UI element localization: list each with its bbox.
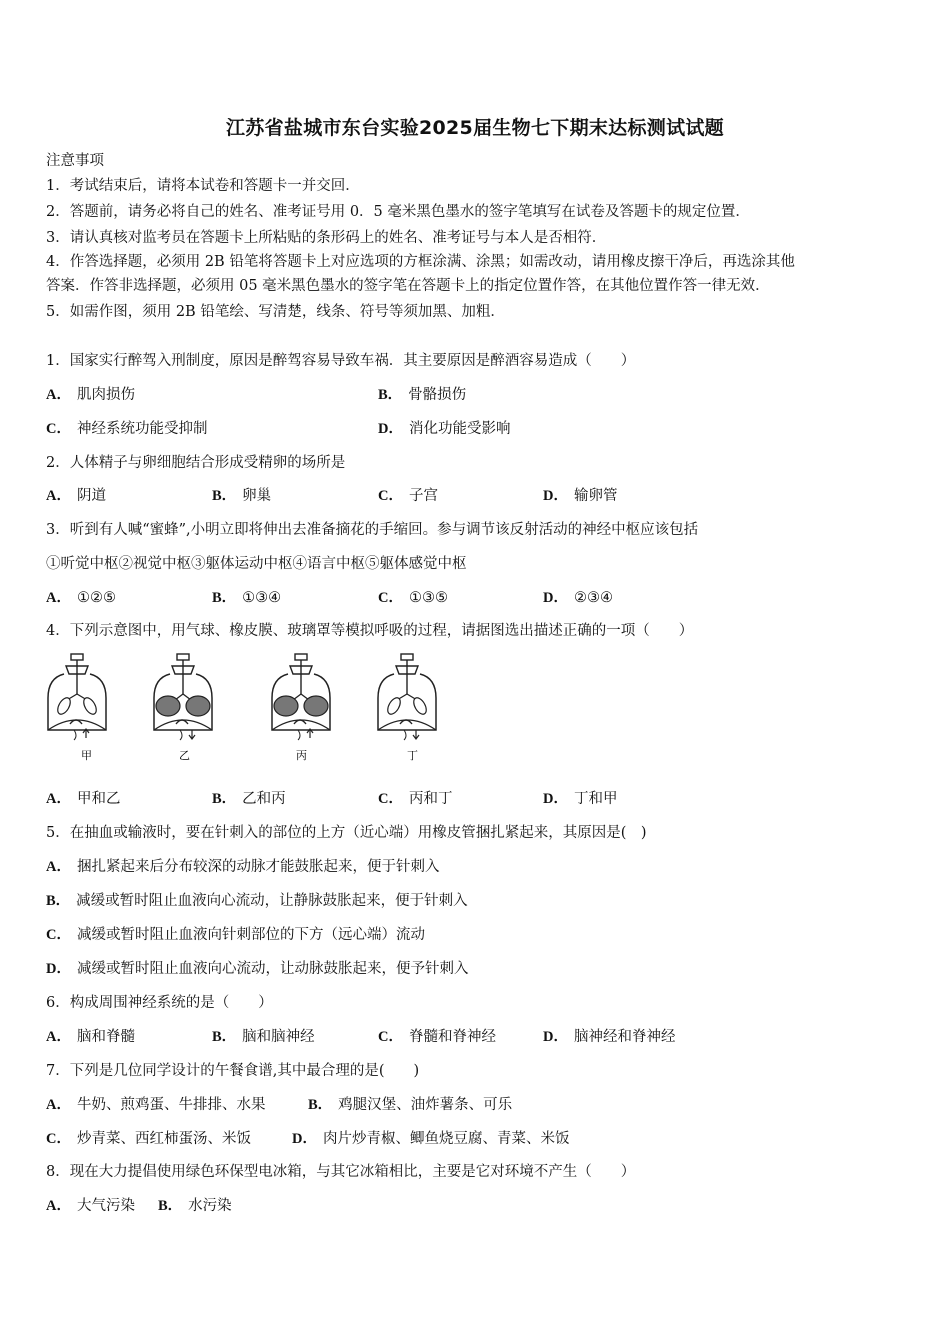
model-jia (48, 654, 106, 740)
q2-option-c (378, 486, 438, 506)
option-text: 脑神经和脊神经 (573, 1029, 676, 1045)
option-text: ②③④ (573, 590, 613, 606)
q2-option-a (46, 486, 106, 506)
q3-option-a (46, 588, 116, 608)
question-7-stem: 7．下列是几位同学设计的午餐食谱,其中最合理的是( ) (46, 1063, 420, 1079)
page-title: 江苏省盐城市东台实验2025届生物七下期末达标测试试题 (226, 117, 724, 139)
q6-option-d (543, 1027, 675, 1047)
option-label: D． (292, 1131, 317, 1147)
notice-heading: 注意事项 (46, 153, 104, 169)
option-text: 丙和丁 (408, 791, 453, 807)
option-text: 消化功能受影响 (408, 421, 511, 437)
q7-option-c (46, 1129, 251, 1149)
option-text: 甲和乙 (76, 791, 121, 807)
option-label: B． (212, 791, 237, 807)
option-text: 丁和甲 (573, 791, 618, 807)
q6-option-b (212, 1027, 315, 1047)
option-label: C． (378, 488, 403, 504)
q2-option-b (212, 486, 271, 506)
figure-label-ding: 丁 (407, 749, 418, 762)
notice-item: 答案．作答非选择题，必须用 05 毫米黑色墨水的签字笔在答题卡上的指定位置作答，在其他位置作答一律无效． (46, 278, 770, 294)
q1-option-d (378, 419, 510, 439)
option-text: 肉片炒青椒、鲫鱼烧豆腐、青菜、米饭 (322, 1131, 570, 1147)
option-label: A． (46, 859, 71, 875)
figure-label-yi: 乙 (179, 749, 190, 762)
q3-option-b (212, 588, 281, 608)
option-text: 卵巢 (242, 488, 272, 504)
option-label: B． (212, 590, 237, 606)
option-text: ①②⑤ (76, 590, 116, 606)
option-label: C． (46, 927, 71, 943)
option-label: B． (378, 387, 403, 403)
question-5-stem: 5．在抽血或输液时，要在针刺入的部位的上方（近心端）用橡皮管捆扎紧起来，其原因是( ) (46, 825, 647, 841)
question-2-stem: 2．人体精子与卵细胞结合形成受精卵的场所是 (46, 455, 346, 471)
option-label: A． (46, 488, 71, 504)
option-text: 肌肉损伤 (76, 387, 135, 403)
option-text: 牛奶、煎鸡蛋、牛排排、水果 (76, 1097, 266, 1113)
option-label: C． (46, 421, 71, 437)
option-text: 减缓或暂时阻止血液向心流动，让静脉鼓胀起来，便于针刺入 (76, 893, 468, 909)
option-text: 脑和脊髓 (76, 1029, 135, 1045)
q4-option-a (46, 789, 120, 809)
option-text: 阴道 (76, 488, 106, 504)
option-text: 脑和脑神经 (242, 1029, 315, 1045)
q2-option-d (543, 486, 617, 506)
option-text: 水污染 (188, 1198, 232, 1214)
option-label: C． (378, 1029, 403, 1045)
option-label: A． (46, 590, 71, 606)
option-text: ①③⑤ (408, 590, 448, 606)
option-text: 神经系统功能受抑制 (76, 421, 208, 437)
q4-option-c (378, 789, 452, 809)
option-text: 大气污染 (76, 1198, 135, 1214)
q5-option-d (46, 959, 468, 979)
model-bing (272, 654, 330, 740)
question-3-sub: ①听觉中枢②视觉中枢③躯体运动中枢④语言中枢⑤躯体感觉中枢 (46, 556, 467, 572)
option-text: 炒青菜、西红柿蛋汤、米饭 (76, 1131, 251, 1147)
option-label: B． (308, 1097, 333, 1113)
q6-option-c (378, 1027, 496, 1047)
q6-option-a (46, 1027, 135, 1047)
q7-option-a (46, 1095, 265, 1115)
option-label: D． (543, 1029, 568, 1045)
q1-option-c (46, 419, 207, 439)
q7-option-d (292, 1129, 569, 1149)
option-label: A． (46, 791, 71, 807)
notice-item: 1．考试结束后，请将本试卷和答题卡一并交回． (46, 178, 360, 194)
q5-option-a (46, 857, 439, 877)
option-text: 减缓或暂时阻止血液向针刺部位的下方（远心端）流动 (76, 927, 425, 943)
option-label: B． (158, 1198, 183, 1214)
figure-label-jia: 甲 (81, 749, 92, 762)
q5-option-b (46, 891, 468, 911)
question-3-stem: 3．听到有人喊“蜜蜂”,小明立即将伸出去准备摘花的手缩回。参与调节该反射活动的神经中枢应该包括 (46, 522, 699, 538)
q5-option-c (46, 925, 425, 945)
option-label: D． (543, 488, 568, 504)
question-6-stem: 6．构成周围神经系统的是（ ） (46, 995, 273, 1011)
question-8-stem: 8．现在大力提倡使用绿色环保型电冰箱，与其它冰箱相比，主要是它对环境不产生（ ） (46, 1164, 636, 1180)
q8-option-a (46, 1196, 135, 1216)
option-text: 脊髓和脊神经 (408, 1029, 496, 1045)
q1-option-b (378, 385, 466, 405)
question-4-stem: 4．下列示意图中，用气球、橡皮膜、玻璃罩等模拟呼吸的过程，请据图选出描述正确的一项（ ） (46, 623, 694, 639)
model-yi (154, 654, 212, 740)
q7-option-b (308, 1095, 512, 1115)
question-1-stem: 1．国家实行醉驾入刑制度，原因是醉驾容易导致车祸．其主要原因是醉酒容易造成（ ） (46, 353, 636, 369)
breathing-model-figure (44, 650, 454, 770)
option-label: B． (46, 893, 71, 909)
option-label: B． (212, 488, 237, 504)
option-label: C． (378, 791, 403, 807)
option-label: A． (46, 1029, 71, 1045)
q1-option-a (46, 385, 135, 405)
option-label: D． (46, 961, 71, 977)
model-ding (378, 654, 436, 740)
notice-item: 2．答题前，请务必将自己的姓名、准考证号用 0．5 毫米黑色墨水的签字笔填写在试卷及答题卡的规定位置． (46, 204, 750, 220)
q4-option-d (543, 789, 617, 809)
option-label: B． (212, 1029, 237, 1045)
q8-option-b (158, 1196, 232, 1216)
option-label: C． (46, 1131, 71, 1147)
option-label: D． (543, 590, 568, 606)
notice-item: 4．作答选择题，必须用 2B 铅笔将答题卡上对应选项的方框涂满、涂黑；如需改动，请用橡皮擦干净后，再选涂其他 (46, 254, 795, 270)
notice-item: 5．如需作图，须用 2B 铅笔绘、写清楚，线条、符号等须加黑、加粗． (46, 304, 505, 320)
option-label: D． (378, 421, 403, 437)
option-text: ①③④ (242, 590, 282, 606)
option-text: 子宫 (408, 488, 438, 504)
option-label: A． (46, 1198, 71, 1214)
option-text: 鸡腿汉堡、油炸薯条、可乐 (338, 1097, 513, 1113)
q4-option-b (212, 789, 286, 809)
notice-item: 3．请认真核对监考员在答题卡上所粘贴的条形码上的姓名、准考证号与本人是否相符． (46, 230, 607, 246)
q3-option-c (378, 588, 448, 608)
option-label: C． (378, 590, 403, 606)
option-label: A． (46, 1097, 71, 1113)
figure-label-bing: 丙 (296, 749, 307, 762)
option-label: D． (543, 791, 568, 807)
q3-option-d (543, 588, 613, 608)
option-text: 输卵管 (573, 488, 618, 504)
option-label: A． (46, 387, 71, 403)
option-text: 捆扎紧起来后分布较深的动脉才能鼓胀起来，便于针刺入 (76, 859, 440, 875)
option-text: 减缓或暂时阻止血液向心流动，让动脉鼓胀起来，便予针刺入 (76, 961, 469, 977)
option-text: 骨骼损伤 (408, 387, 467, 403)
option-text: 乙和丙 (242, 791, 286, 807)
